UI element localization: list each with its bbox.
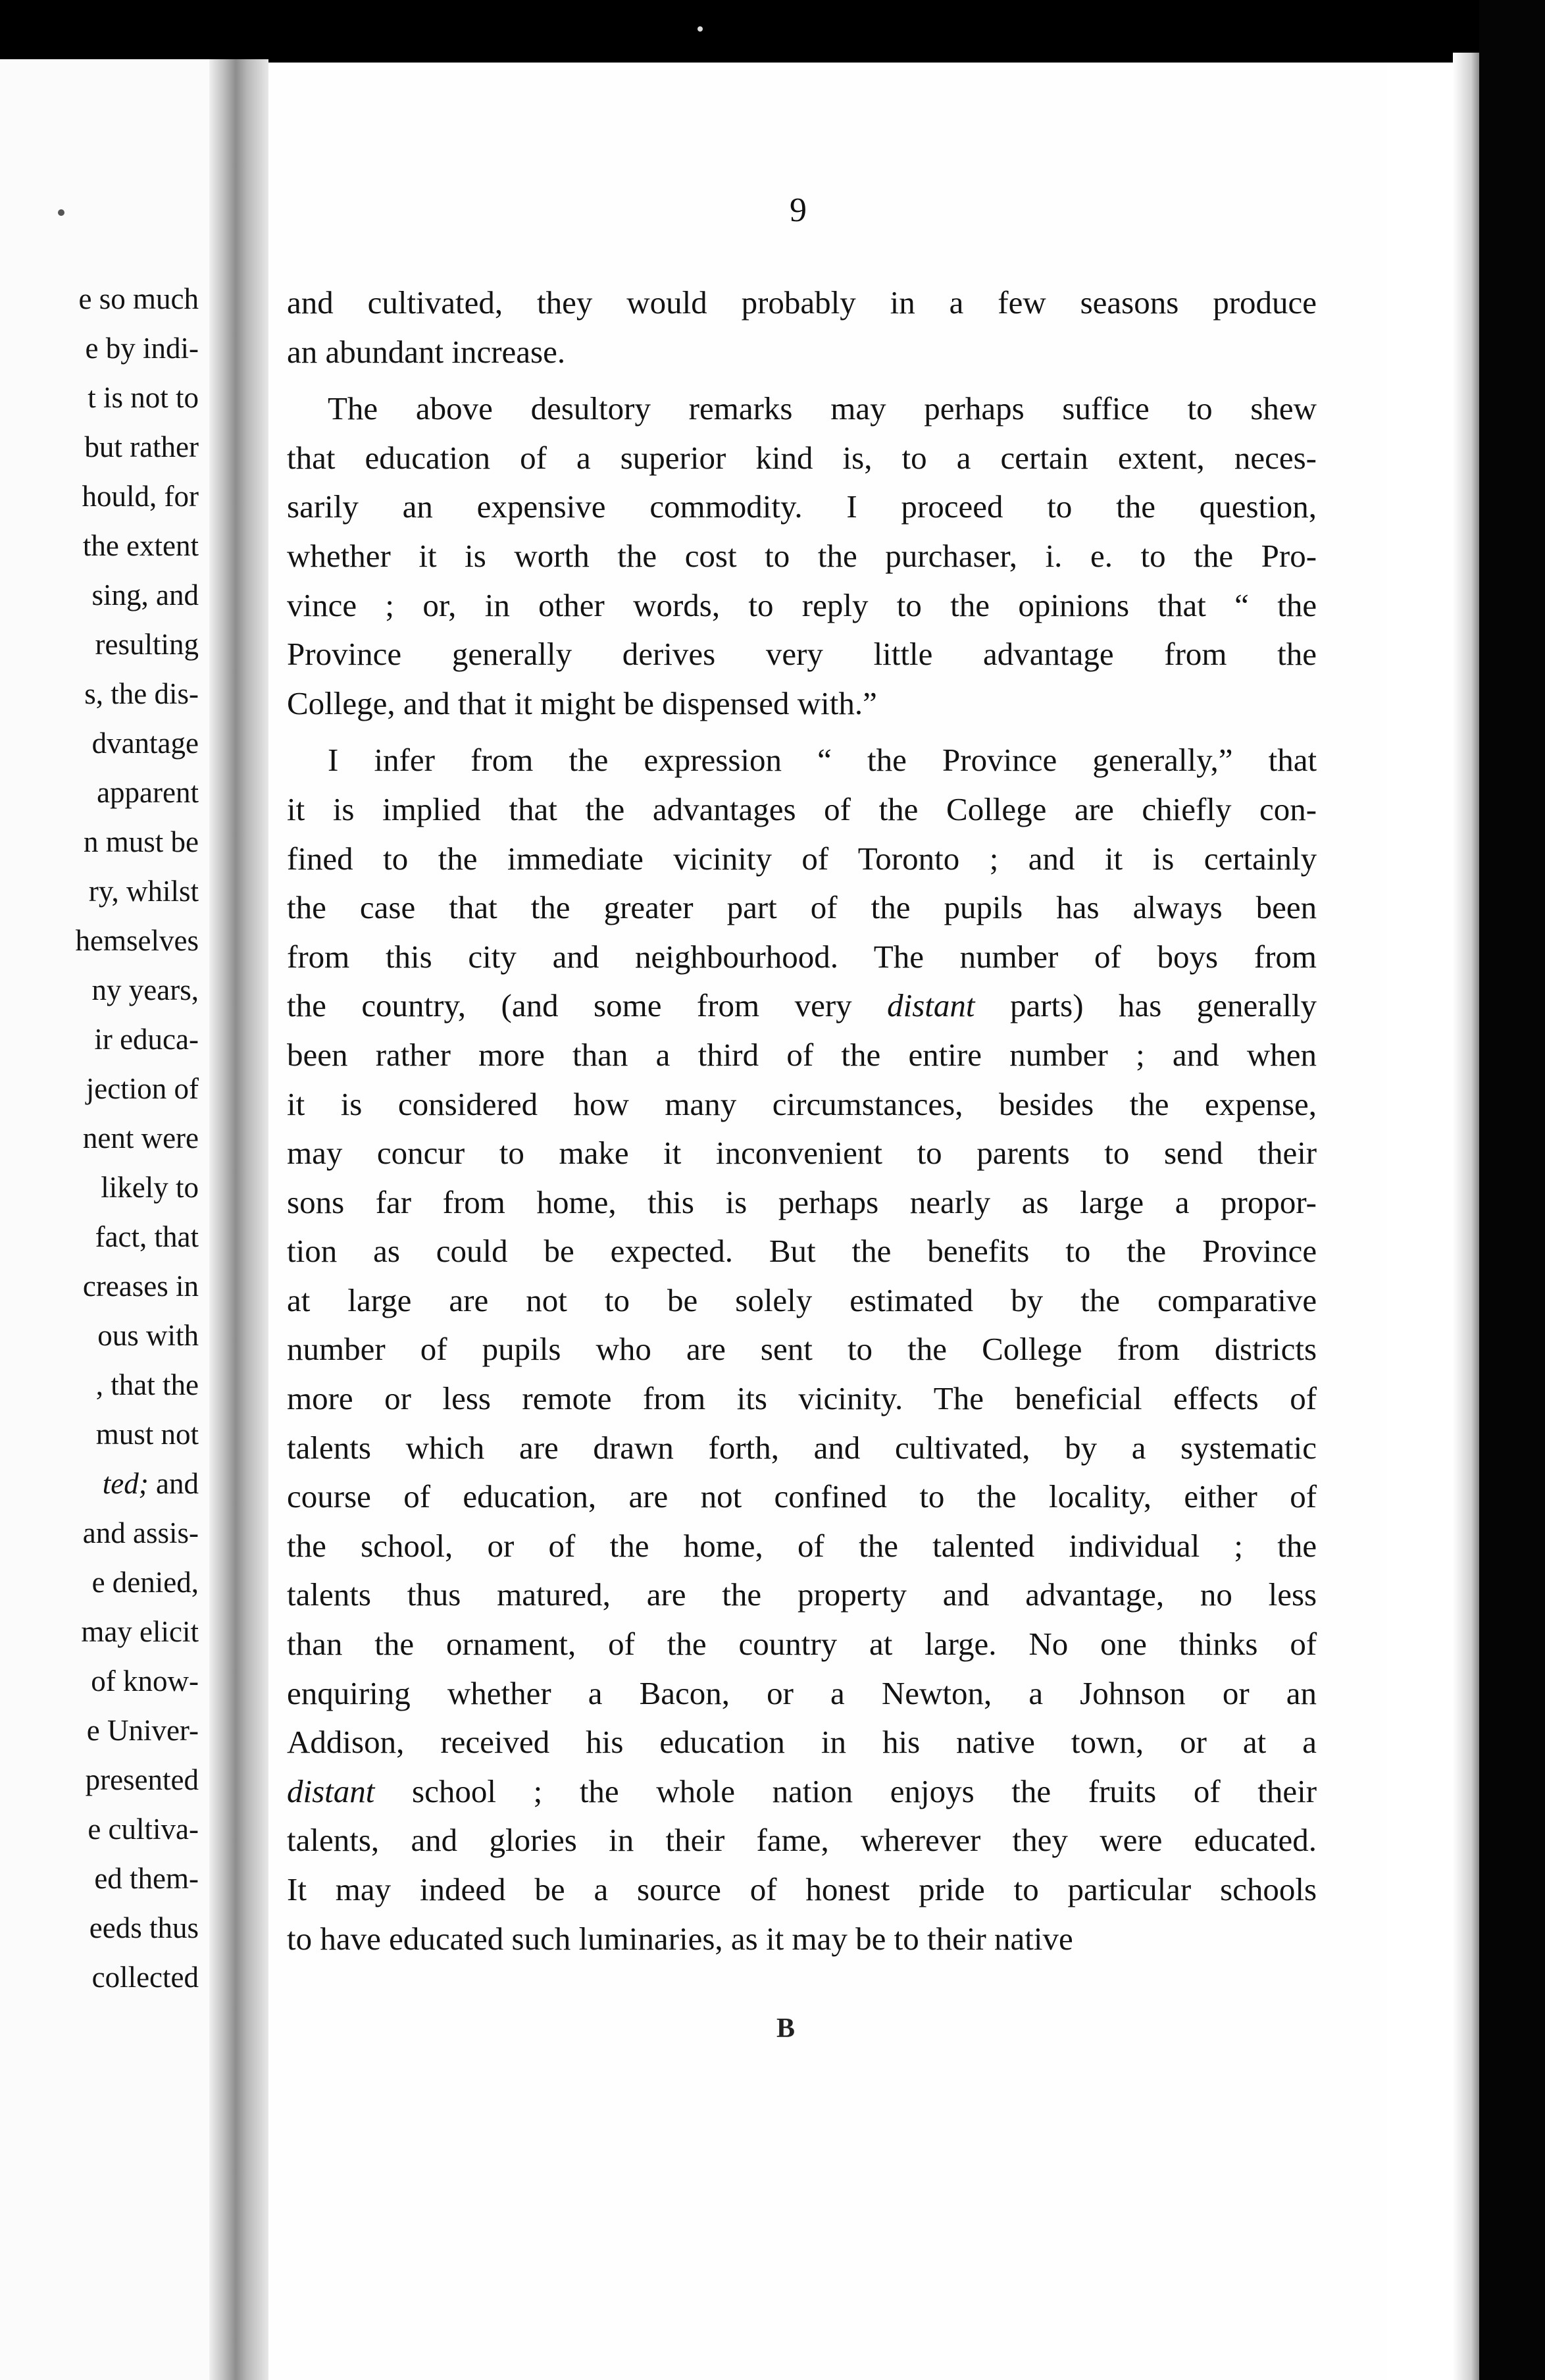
- book-gutter: [209, 59, 268, 2380]
- ink-speck: [58, 209, 64, 216]
- text-line: The above desultory remarks may perhaps suffice to shew: [328, 390, 1317, 427]
- facing-page-line: s, the dis-: [84, 677, 199, 710]
- facing-page-line: the extent: [82, 529, 199, 562]
- paragraph-gap: [287, 728, 1317, 736]
- text-line: been rather more than a third of the entire number ; and when: [287, 1036, 1317, 1073]
- facing-page-line: of know-: [91, 1665, 199, 1697]
- text-line: it is considered how many circumstances, besides the expense,: [287, 1085, 1317, 1122]
- text-line: vince ; or, in other words, to reply to the opinions that “ the: [287, 586, 1317, 623]
- facing-page-line: ny years,: [91, 973, 199, 1006]
- facing-page-line: e cultiva-: [88, 1813, 199, 1846]
- text-line: sons far from home, this is perhaps nearly as large a propor-: [287, 1183, 1317, 1220]
- facing-page-line: e so much: [78, 282, 199, 315]
- facing-page-line: hemselves: [75, 924, 199, 957]
- text-line: to have educated such luminaries, as it may be to their native: [287, 1920, 1073, 1957]
- facing-page-line: but rather: [84, 430, 199, 463]
- text-line: that education of a superior kind is, to a certain extent, neces-: [287, 439, 1317, 476]
- facing-page-line: eeds thus: [89, 1911, 199, 1944]
- facing-page-line: e Univer-: [86, 1714, 199, 1747]
- text-line: College, and that it might be dispensed with.”: [287, 685, 877, 721]
- text-line: at large are not to be solely estimated by the comparative: [287, 1281, 1317, 1318]
- text-line: the school, or of the home, of the talented individual ; the: [287, 1527, 1317, 1564]
- text-line: the country, (and some from very distant parts) has generally: [287, 987, 1317, 1024]
- facing-page-line: t is not to: [88, 381, 199, 414]
- facing-page-line: nent were: [82, 1122, 199, 1154]
- text-line: may concur to make it inconvenient to parents to send their: [287, 1135, 1317, 1172]
- text-line: tion as could be expected. But the benefits to the Province: [287, 1233, 1317, 1270]
- facing-page-line: jection of: [86, 1072, 199, 1105]
- text-line: It may indeed be a source of honest pride to particular schools: [287, 1871, 1317, 1907]
- facing-page-line: apparent: [97, 776, 199, 809]
- text-line: and cultivated, they would probably in a few seasons produce: [287, 284, 1317, 321]
- text-line: the case that the greater part of the pupils has always been: [287, 889, 1317, 926]
- facing-page-line: hould, for: [82, 480, 199, 513]
- facing-page-line: and assis-: [82, 1516, 199, 1549]
- scan-speck: [697, 26, 703, 32]
- facing-page-line: sing, and: [91, 579, 199, 611]
- facing-page-line: e denied,: [91, 1566, 199, 1599]
- text-line: fined to the immediate vicinity of Toronto ; and it is certainly: [287, 840, 1317, 877]
- facing-page-line: may elicit: [81, 1615, 199, 1648]
- text-line: it is implied that the advantages of the College are chiefly con-: [287, 790, 1317, 827]
- page-number: 9: [790, 192, 807, 229]
- page-edge-shadow: [1453, 53, 1479, 2380]
- signature-mark: B: [776, 2013, 796, 2044]
- facing-page-line: must not: [95, 1418, 199, 1451]
- facing-page-line: fact, that: [95, 1220, 199, 1253]
- facing-page-line: dvantage: [91, 727, 199, 760]
- facing-page-line: presented: [85, 1763, 199, 1796]
- facing-page-line: ted; and: [102, 1467, 199, 1500]
- facing-page-line: n must be: [84, 825, 199, 858]
- page-body-text: [287, 278, 1317, 1963]
- text-line: than the ornament, of the country at large. No one thinks of: [287, 1626, 1317, 1663]
- facing-page-line: , that the: [95, 1368, 199, 1401]
- text-line: talents which are drawn forth, and cultivated, by a systematic: [287, 1429, 1317, 1466]
- text-line: distant school ; the whole nation enjoys the fruits of their: [287, 1772, 1317, 1809]
- facing-page-left: [0, 59, 211, 2380]
- text-line: I infer from the expression “ the Province generally,” that: [328, 742, 1317, 779]
- facing-page-line: resulting: [95, 628, 199, 661]
- facing-page-line: collected: [91, 1961, 199, 1994]
- facing-page-line: ous with: [97, 1319, 199, 1352]
- facing-page-line: ed them-: [94, 1862, 199, 1895]
- text-line: whether it is worth the cost to the purchaser, i. e. to the Pro-: [287, 537, 1317, 574]
- facing-page-line: likely to: [101, 1171, 199, 1204]
- facing-page-line: ry, whilst: [88, 875, 199, 908]
- text-line: Province generally derives very little advantage from the: [287, 636, 1317, 673]
- text-line: sarily an expensive commodity. I proceed to the question,: [287, 488, 1317, 525]
- text-line: course of education, are not confined to the locality, either of: [287, 1478, 1317, 1515]
- text-line: talents thus matured, are the property and advantage, no less: [287, 1576, 1317, 1613]
- facing-page-text: [0, 274, 199, 2002]
- text-line: Addison, received his education in his native town, or at a: [287, 1724, 1317, 1761]
- text-line: from this city and neighbourhood. The number of boys from: [287, 938, 1317, 975]
- facing-page-line: e by indi-: [85, 332, 199, 365]
- text-line: enquiring whether a Bacon, or a Newton, a Johnson or an: [287, 1674, 1317, 1711]
- facing-page-line: ir educa-: [94, 1023, 199, 1056]
- facing-page-line: creases in: [82, 1270, 199, 1303]
- text-line: number of pupils who are sent to the College from districts: [287, 1331, 1317, 1368]
- paragraph-gap: [287, 376, 1317, 384]
- text-line: more or less remote from its vicinity. The beneficial effects of: [287, 1380, 1317, 1417]
- text-line: talents, and glories in their fame, wherever they were educated.: [287, 1822, 1317, 1859]
- text-line: an abundant increase.: [287, 333, 566, 370]
- scanner-right-edge: [1479, 0, 1545, 2380]
